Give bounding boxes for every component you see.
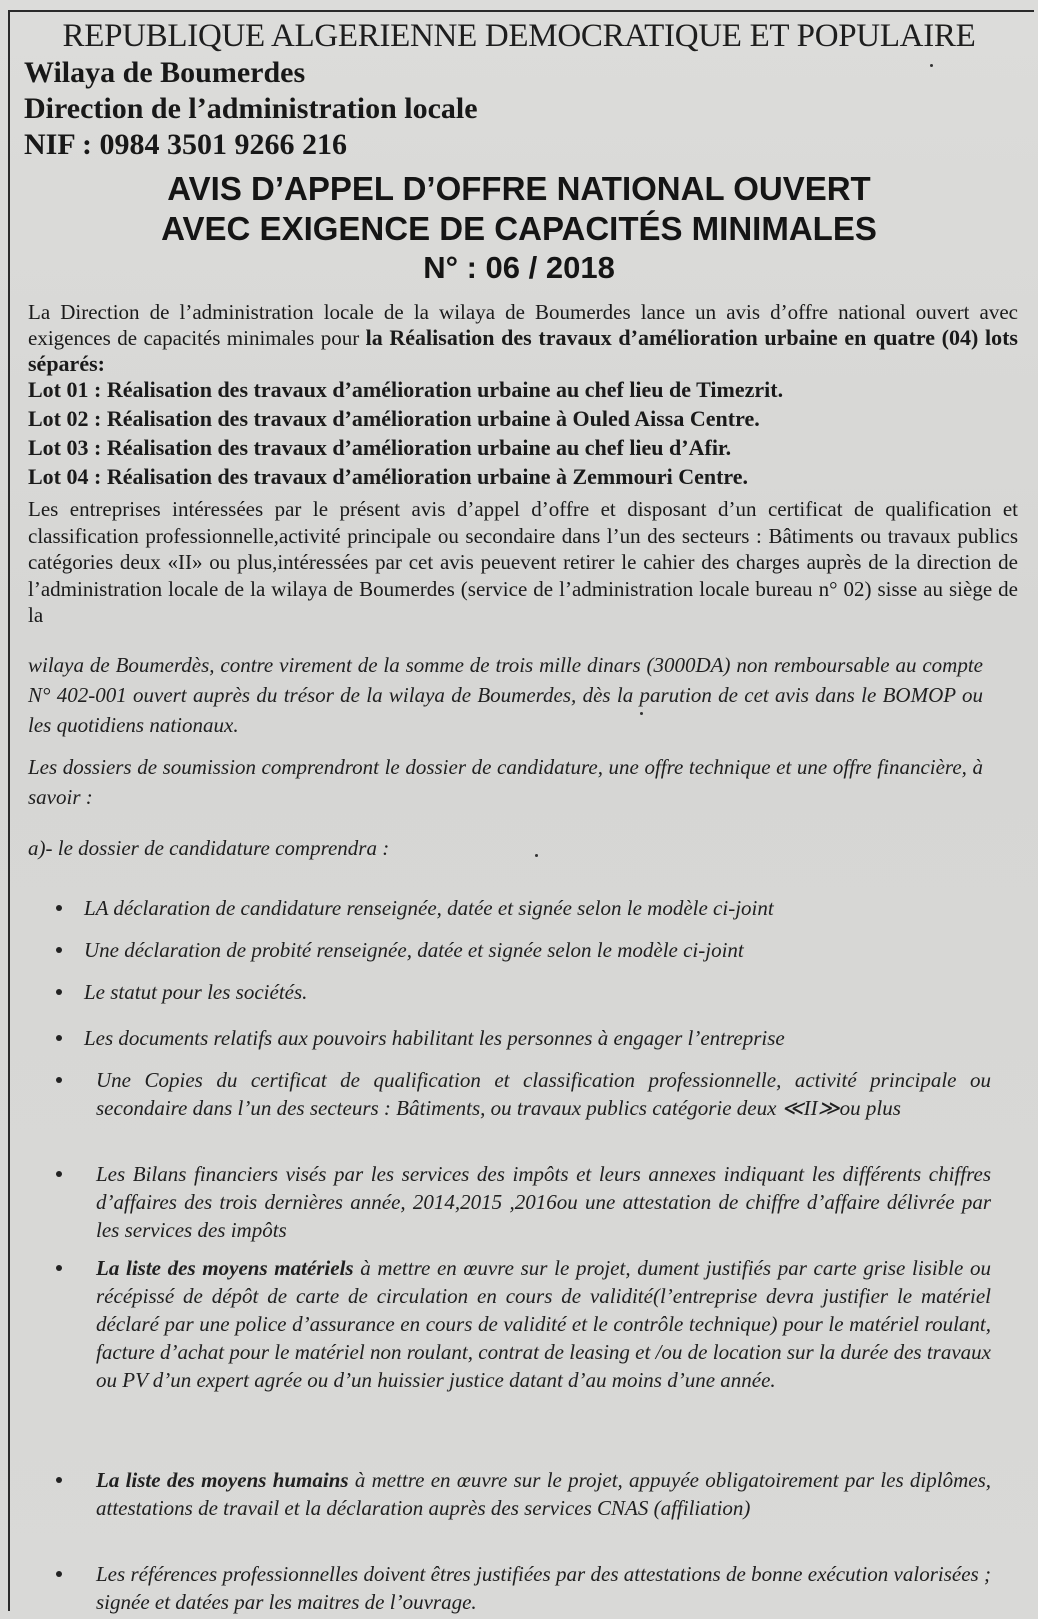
lot-03: Lot 03 : Réalisation des travaux d’amélioration urbaine au chef lieu d’Afir. [28, 435, 732, 460]
tender-number: N° : 06 / 2018 [423, 250, 615, 285]
list-item: Les Bilans financiers visés par les services des impôts et leurs annexes indiquant les différents chiffres d’affaires des trois dernières année, 2014,2015 ,2016ou une attestation de chiffre d’affaire délivrée par les services des impôts [56, 1160, 991, 1244]
intro-bold: la Réalisation des travaux d’amélioration urbaine en quatre (04) lots séparés: [28, 325, 1018, 376]
bullet-icon [56, 1077, 62, 1083]
list-item: Le statut pour les sociétés. [56, 978, 991, 1006]
entreprises-paragraph: Les entreprises intéressées par le présent avis d’appel d’offre et disposant d’un certificat de qualification et classification professionnelle,activité principale ou secondaire dans l’un des secteurs : Bâtiments ou travaux publics catégories deux «II» ou plus,intéressées par cet avis peuevent retirer le cahier des charges auprès de la direction de l’administration locale de la wilaya de Boumerdes (service de l’administration locale bureau n° 02) sisse au siège de la [28, 497, 1018, 627]
bullet-icon [56, 1477, 62, 1483]
bullet-icon [56, 1571, 62, 1577]
bullet-icon [56, 1265, 62, 1271]
lot-02: Lot 02 : Réalisation des travaux d’amélioration urbaine à Ouled Aissa Centre. [28, 406, 760, 431]
print-speck [535, 854, 538, 857]
bullet-icon [56, 947, 62, 953]
direction-line: Direction de l’administration locale [24, 92, 478, 125]
list-item: Les documents relatifs aux pouvoirs habilitant les personnes à engager l’entreprise [56, 1024, 991, 1052]
intro-text: La Direction de l’administration locale de la wilaya de Boumerdes lance un avis d’offre national ouvert avec exigences de capacités minimales pour [28, 300, 1018, 350]
wilaya-line: Wilaya de Boumerdes [24, 56, 306, 89]
list-item: La liste des moyens matériels à mettre en œuvre sur le projet, dument justifiés par carte grise lisible ou récépissé de dépôt de carte de circulation en cours de validité(l’entreprise devra justifier le matériel déclaré par une police d’assurance en cours de validité et le contrôle technique) pour le matériel roulant, facture d’achat pour le matériel non roulant, contrat de leasing et /ou de location sur la durée des travaux ou PV d’un expert agrée ou d’un huissier justice datant d’au moins d’une année. [56, 1254, 991, 1394]
intro-paragraph [28, 299, 1018, 377]
bullet-icon [56, 1171, 62, 1177]
print-speck [640, 712, 643, 715]
bullet-icon [56, 989, 62, 995]
lot-04: Lot 04 : Réalisation des travaux d’amélioration urbaine à Zemmouri Centre. [28, 464, 749, 489]
candidature-heading: a)- le dossier de candidature comprendra : [28, 836, 390, 860]
bullet-icon [56, 905, 62, 911]
nif-line: NIF : 0984 3501 9266 216 [24, 128, 348, 161]
title-line-1: AVIS D’APPEL D’OFFRE NATIONAL OUVERT [167, 170, 871, 207]
bullet-icon [56, 1035, 62, 1041]
lot-01: Lot 01 : Réalisation des travaux d’amélioration urbaine au chef lieu de Timezrit. [28, 377, 784, 402]
republique-heading: REPUBLIQUE ALGERIENNE DEMOCRATIQUE ET POPULAIRE [62, 18, 976, 54]
list-item: Les références professionnelles doivent êtres justifiées par des attestations de bonne exécution valorisées ; signée et datées par les maitres de l’ouvrage. [56, 1560, 991, 1616]
list-item: Une Copies du certificat de qualification et classification professionnelle, activité principale ou secondaire dans l’un des secteurs : Bâtiments, ou travaux publics catégorie deux ≪II≫ou plus [56, 1066, 991, 1122]
list-item: La liste des moyens humains à mettre en œuvre sur le projet, appuyée obligatoirement par les diplômes, attestations de travail et la déclaration auprès des services CNAS (affiliation) [56, 1466, 991, 1522]
list-item: Une déclaration de probité renseignée, datée et signée selon le modèle ci-joint [56, 936, 991, 964]
title-line-2: AVEC EXIGENCE DE CAPACITÉS MINIMALES [161, 210, 877, 247]
virement-paragraph: wilaya de Boumerdès, contre virement de la somme de trois mille dinars (3000DA) non remboursable au compte N° 402-001 ouvert auprès du trésor de la wilaya de Boumerdes, dès la parution de cet avis dans le BOMOP ou les quotidiens nationaux. [28, 653, 983, 737]
list-item: LA déclaration de candidature renseignée, datée et signée selon le modèle ci-joint [56, 894, 991, 922]
print-speck [930, 64, 933, 67]
dossiers-paragraph: Les dossiers de soumission comprendront le dossier de candidature, une offre technique et une offre financière, à savoir : [28, 755, 983, 809]
